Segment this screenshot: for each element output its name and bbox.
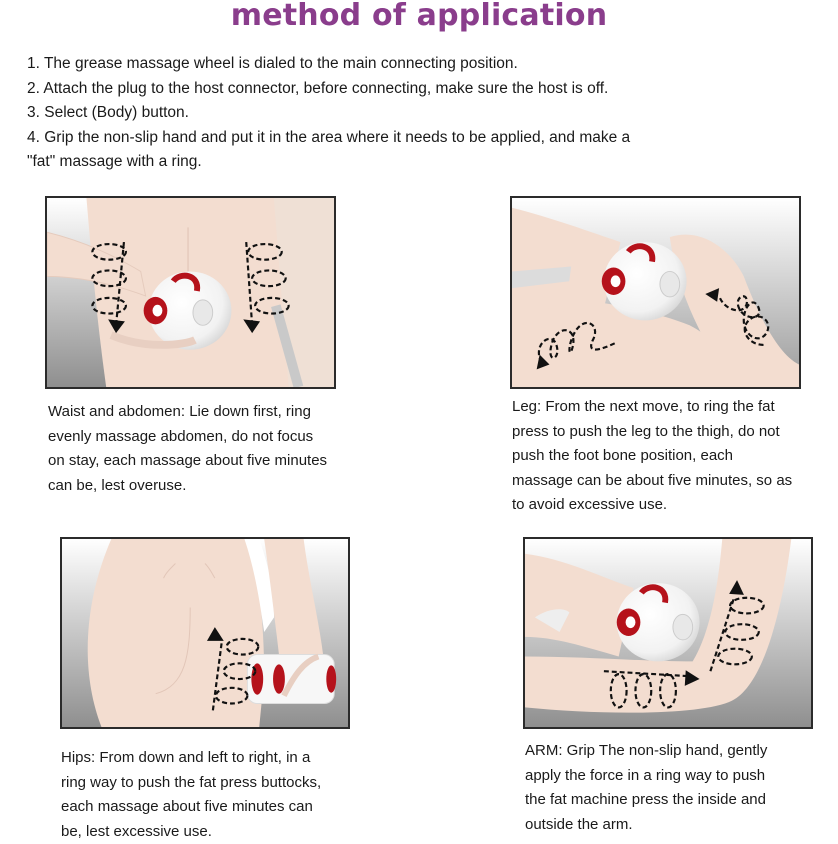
- page-title: method of application: [0, 0, 838, 33]
- waist-caption-line: on stay, each massage about five minutes: [48, 449, 327, 474]
- step-1: 1. The grease massage wheel is dialed to the main connecting position.: [27, 52, 707, 77]
- waist-caption-line: evenly massage abdomen, do not focus: [48, 425, 327, 450]
- leg-caption-line: Leg: From the next move, to ring the fat: [512, 395, 792, 420]
- leg-caption: [512, 395, 792, 518]
- leg-caption-line: push the foot bone position, each: [512, 444, 792, 469]
- leg-massage-illustration-icon: [512, 198, 799, 387]
- hips-caption-line: Hips: From down and left to right, in a: [61, 746, 321, 771]
- arm-caption-line: the fat machine press the inside and: [525, 788, 767, 813]
- step-3: 3. Select (Body) button.: [27, 101, 707, 126]
- step-2: 2. Attach the plug to the host connector, before connecting, make sure the host is off.: [27, 77, 707, 102]
- arm-massage-illustration-icon: [525, 539, 811, 727]
- waist-caption-line: can be, lest overuse.: [48, 474, 327, 499]
- waist-caption: [48, 400, 327, 498]
- hips-massage-image: [60, 537, 350, 729]
- arm-caption-line: outside the arm.: [525, 813, 767, 838]
- waist-massage-image: [45, 196, 336, 389]
- hips-caption-line: be, lest excessive use.: [61, 820, 321, 844]
- leg-caption-line: press to push the leg to the thigh, do not: [512, 420, 792, 445]
- hips-caption: [61, 746, 321, 844]
- leg-caption-line: massage can be about five minutes, so as: [512, 469, 792, 494]
- step-4-continued: "fat" massage with a ring.: [27, 150, 707, 175]
- leg-caption-line: to avoid excessive use.: [512, 493, 792, 518]
- hips-massage-illustration-icon: [62, 539, 348, 727]
- hips-caption-line: ring way to push the fat press buttocks,: [61, 771, 321, 796]
- hips-caption-line: each massage about five minutes can: [61, 795, 321, 820]
- leg-massage-image: [510, 196, 801, 389]
- instruction-steps: [27, 52, 707, 175]
- waist-caption-line: Waist and abdomen: Lie down first, ring: [48, 400, 327, 425]
- arm-massage-image: [523, 537, 813, 729]
- arm-caption-line: ARM: Grip The non-slip hand, gently: [525, 739, 767, 764]
- waist-massage-illustration-icon: [47, 198, 334, 387]
- arm-caption-line: apply the force in a ring way to push: [525, 764, 767, 789]
- arm-caption: [525, 739, 767, 837]
- step-4: 4. Grip the non-slip hand and put it in the area where it needs to be applied, and make a: [27, 126, 707, 151]
